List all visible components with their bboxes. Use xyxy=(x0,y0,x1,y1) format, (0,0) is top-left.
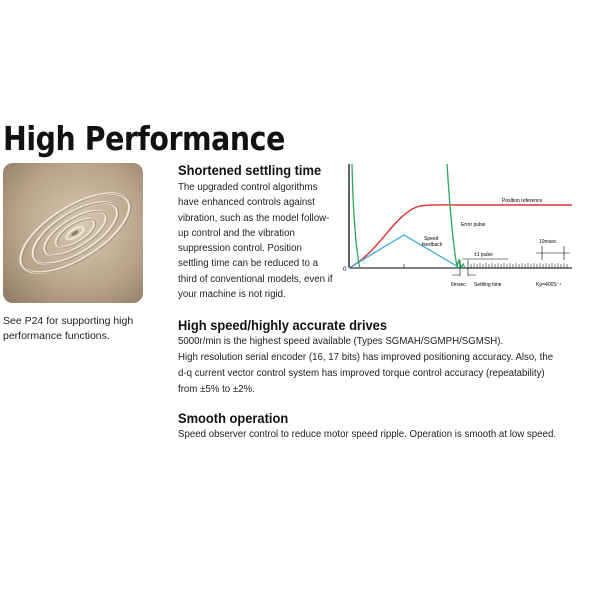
section-heading-high-speed: High speed/highly accurate drives xyxy=(178,317,388,333)
fine-ticks xyxy=(471,263,567,268)
position-reference-label: Position reference xyxy=(502,198,543,204)
speed-feedback-curve xyxy=(349,235,460,268)
body-line: have enhanced controls against xyxy=(178,197,315,209)
body-line: third of conventional models, even if xyxy=(178,273,333,285)
error-pulse-rise xyxy=(352,164,360,268)
speed-feedback-label: feedback xyxy=(422,242,443,248)
origin-label: 0 xyxy=(343,267,347,273)
section-body-settling-time xyxy=(178,180,348,302)
section-heading-settling-time: Shortened settling time xyxy=(178,162,322,178)
kp-label: Kp=400S⁻¹ xyxy=(536,282,562,288)
vibration-ripple-photo xyxy=(3,163,143,303)
error-pulse-fall xyxy=(447,164,465,268)
caption-text: See P24 for supporting high performance functions. xyxy=(3,315,134,342)
body-line: High resolution serial encoder (16, 17 bits) has improved positioning accuracy. Also, the xyxy=(178,352,554,363)
position-reference-curve xyxy=(349,205,572,268)
speed-feedback-label: Speed xyxy=(424,236,439,242)
body-line: Speed observer control to reduce motor speed ripple. Operation is smooth at low speed. xyxy=(178,429,557,440)
body-line: suppression control. Position xyxy=(178,243,302,255)
error-pulse-label: Error pulse xyxy=(461,222,486,228)
time-scale-label: 10msec xyxy=(539,239,557,245)
body-line: d-q current vector control system has improved torque control accuracy (repeatability) xyxy=(178,368,545,379)
section-body-high-speed xyxy=(178,334,578,398)
body-line: vibration, such as the model follow- xyxy=(178,212,330,224)
settling-time-diagram xyxy=(340,162,576,294)
pulse-band-label: ±1 pulse xyxy=(474,252,493,258)
body-line: from ±5% to ±2%. xyxy=(178,384,255,395)
body-line: 5000r/min is the highest speed available (Types SGMAH/SGMPH/SGMSH). xyxy=(178,336,504,347)
body-line: up control and the vibration xyxy=(178,227,295,239)
section-heading-smooth-operation: Smooth operation xyxy=(178,410,289,426)
page-title: High Performance xyxy=(3,119,285,158)
body-line: The upgraded control algorithms xyxy=(178,182,318,193)
body-line: settling time can be reduced to a xyxy=(178,258,319,270)
body-line: your machine is not rigid. xyxy=(178,289,286,301)
settle-6ms-label: 6msec xyxy=(451,282,466,288)
settling-time-label: Settling time xyxy=(474,282,502,288)
section-body-smooth-operation xyxy=(178,427,578,443)
